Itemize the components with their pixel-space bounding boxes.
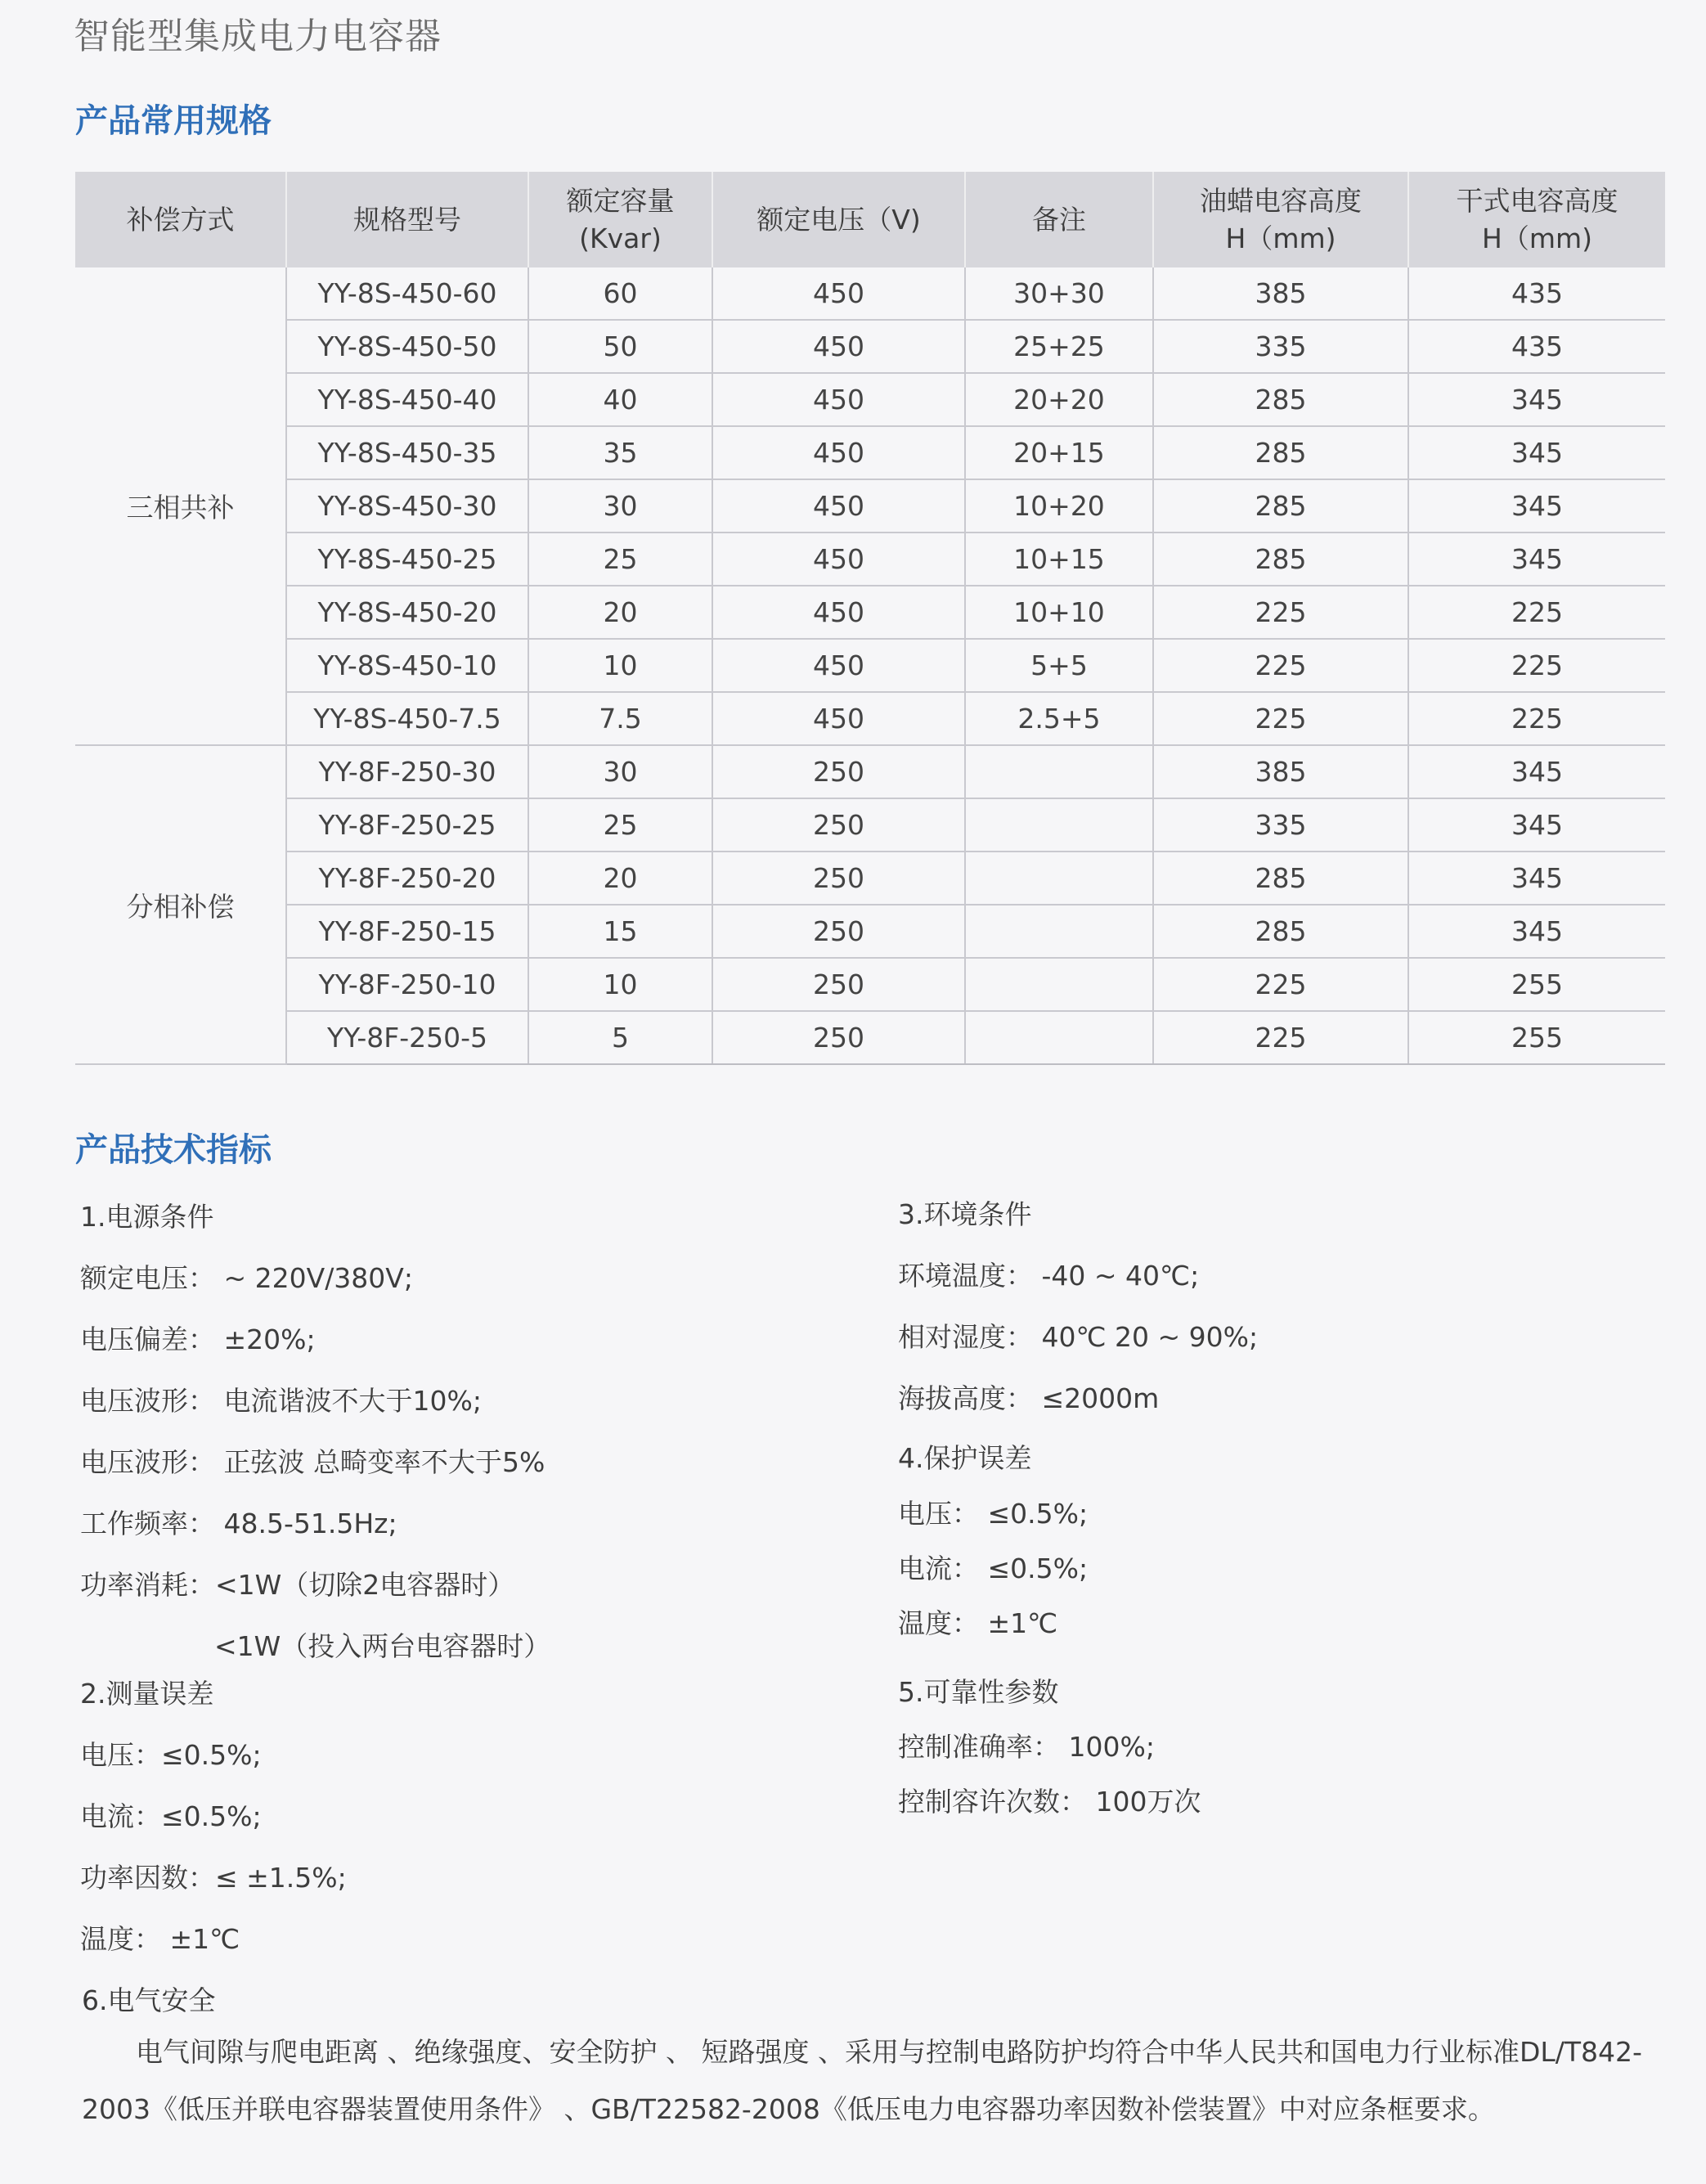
- table-cell: 20: [528, 852, 712, 905]
- table-cell: 5: [528, 1011, 712, 1064]
- spec-line: 电流： ≤0.5%;: [898, 1553, 1089, 1584]
- table-cell: YY-8S-450-10: [286, 639, 528, 692]
- table-cell: 10+10: [965, 586, 1153, 639]
- column-header: 规格型号: [286, 172, 528, 267]
- table-cell: 345: [1408, 852, 1665, 905]
- spec-table: [75, 172, 1665, 1065]
- table-cell: 40: [528, 373, 712, 426]
- table-cell: [965, 1011, 1153, 1064]
- table-row: [75, 958, 1665, 1011]
- spec-line: 额定电压： ~ 220V/380V;: [80, 1262, 413, 1294]
- table-cell: 250: [712, 958, 965, 1011]
- table-cell: 285: [1153, 426, 1408, 479]
- table-cell: 25: [528, 798, 712, 852]
- spec-line: <1W（投入两台电容器时）: [214, 1630, 551, 1662]
- table-row: [75, 533, 1665, 586]
- table-cell: YY-8F-250-15: [286, 905, 528, 958]
- spec-line: 功率因数：≤ ±1.5%;: [80, 1862, 347, 1894]
- table-cell: 10+15: [965, 533, 1153, 586]
- table-row: [75, 586, 1665, 639]
- table-cell: 285: [1153, 373, 1408, 426]
- spec-line: 4.保护误差: [898, 1442, 1032, 1474]
- table-cell: YY-8F-250-25: [286, 798, 528, 852]
- table-cell: 450: [712, 267, 965, 320]
- table-cell: YY-8S-450-30: [286, 479, 528, 533]
- table-cell: 25+25: [965, 320, 1153, 373]
- table-cell: 35: [528, 426, 712, 479]
- table-cell: 225: [1153, 1011, 1408, 1064]
- group-label-cell: 三相共补: [75, 267, 286, 745]
- table-header-row: [75, 172, 1665, 267]
- table-row: [75, 426, 1665, 479]
- group-label-cell: 分相补偿: [75, 745, 286, 1064]
- table-cell: 250: [712, 798, 965, 852]
- table-cell: 345: [1408, 533, 1665, 586]
- table-cell: [965, 958, 1153, 1011]
- table-cell: 20+15: [965, 426, 1153, 479]
- table-cell: 20+20: [965, 373, 1153, 426]
- table-cell: 25: [528, 533, 712, 586]
- table-cell: 435: [1408, 267, 1665, 320]
- safety-paragraph: 电气间隙与爬电距离 、绝缘强度、安全防护 、 短路强度 、采用与控制电路防护均符合中华人民共和国电力行业标准DL/T842-2003《低压并联电容器装置使用条件》 、GB/T22582-2008《低压电力电容器功率因数补偿装置》中对应条框要求。: [82, 2036, 1642, 2125]
- table-cell: 250: [712, 852, 965, 905]
- column-header: 油蜡电容高度 H（mm): [1153, 172, 1408, 267]
- spec-line: 电流：≤0.5%;: [80, 1800, 262, 1832]
- spec-line: 相对湿度： 40℃ 20 ~ 90%;: [898, 1321, 1259, 1353]
- spec-line: 控制准确率： 100%;: [898, 1731, 1155, 1763]
- table-cell: 345: [1408, 745, 1665, 798]
- tech-section-title: 产品技术指标: [75, 1131, 272, 1169]
- safety-heading: 6.电气安全: [82, 1984, 216, 2016]
- table-cell: [965, 798, 1153, 852]
- table-cell: YY-8S-450-40: [286, 373, 528, 426]
- table-cell: 50: [528, 320, 712, 373]
- table-cell: YY-8S-450-7.5: [286, 692, 528, 745]
- table-cell: 285: [1153, 852, 1408, 905]
- table-cell: 345: [1408, 373, 1665, 426]
- spec-line: 5.可靠性参数: [898, 1676, 1059, 1708]
- table-row: [75, 320, 1665, 373]
- spec-line: 3.环境条件: [898, 1198, 1032, 1230]
- table-cell: [965, 905, 1153, 958]
- table-cell: 20: [528, 586, 712, 639]
- table-cell: 345: [1408, 426, 1665, 479]
- table-row: [75, 1011, 1665, 1064]
- table-body: [75, 267, 1665, 1064]
- table-cell: 10+20: [965, 479, 1153, 533]
- table-row: [75, 373, 1665, 426]
- table-cell: 385: [1153, 267, 1408, 320]
- table-cell: 225: [1408, 692, 1665, 745]
- table-cell: YY-8F-250-30: [286, 745, 528, 798]
- table-cell: 7.5: [528, 692, 712, 745]
- table-cell: 30: [528, 479, 712, 533]
- spec-line: 温度： ±1℃: [898, 1607, 1058, 1639]
- spec-line: 控制容许次数： 100万次: [898, 1786, 1201, 1818]
- table-row: [75, 267, 1665, 320]
- table-cell: 255: [1408, 958, 1665, 1011]
- column-header: 干式电容高度 H（mm): [1408, 172, 1665, 267]
- column-header: 额定容量 (Kvar): [528, 172, 712, 267]
- table-cell: 435: [1408, 320, 1665, 373]
- table-cell: 450: [712, 426, 965, 479]
- table-cell: YY-8F-250-10: [286, 958, 528, 1011]
- table-cell: YY-8S-450-35: [286, 426, 528, 479]
- spec-line: 电压波形： 正弦波 总畸变率不大于5%: [80, 1446, 545, 1478]
- table-cell: [965, 852, 1153, 905]
- table-row: [75, 639, 1665, 692]
- table-cell: 285: [1153, 479, 1408, 533]
- table-cell: 225: [1153, 586, 1408, 639]
- table-cell: 60: [528, 267, 712, 320]
- table-cell: YY-8F-250-5: [286, 1011, 528, 1064]
- column-header: 备注: [965, 172, 1153, 267]
- table-cell: 225: [1153, 692, 1408, 745]
- spec-line: 环境温度： -40 ~ 40℃;: [898, 1260, 1200, 1292]
- table-cell: 250: [712, 1011, 965, 1064]
- table-cell: 10: [528, 958, 712, 1011]
- spec-line: 工作频率： 48.5-51.5Hz;: [80, 1508, 397, 1539]
- table-cell: 450: [712, 320, 965, 373]
- table-cell: YY-8S-450-20: [286, 586, 528, 639]
- table-row: [75, 852, 1665, 905]
- table-cell: 450: [712, 373, 965, 426]
- table-cell: 10: [528, 639, 712, 692]
- table-cell: 385: [1153, 745, 1408, 798]
- table-row: [75, 692, 1665, 745]
- table-cell: 225: [1153, 958, 1408, 1011]
- table-cell: 450: [712, 639, 965, 692]
- table-cell: YY-8S-450-50: [286, 320, 528, 373]
- column-header: 额定电压（V): [712, 172, 965, 267]
- table-cell: 30: [528, 745, 712, 798]
- table-cell: 345: [1408, 905, 1665, 958]
- table-row: [75, 745, 1665, 798]
- table-cell: YY-8F-250-20: [286, 852, 528, 905]
- spec-line: 电压：≤0.5%;: [80, 1739, 262, 1771]
- table-cell: 285: [1153, 533, 1408, 586]
- table-cell: 225: [1153, 639, 1408, 692]
- table-cell: 335: [1153, 320, 1408, 373]
- table-cell: 285: [1153, 905, 1408, 958]
- spec-line: 海拔高度： ≤2000m: [898, 1382, 1160, 1414]
- table-cell: 225: [1408, 639, 1665, 692]
- table-cell: 345: [1408, 798, 1665, 852]
- table-cell: 345: [1408, 479, 1665, 533]
- table-cell: 450: [712, 586, 965, 639]
- spec-line: 2.测量误差: [80, 1678, 214, 1710]
- table-cell: 250: [712, 745, 965, 798]
- table-cell: 5+5: [965, 639, 1153, 692]
- table-row: [75, 479, 1665, 533]
- table-cell: [965, 745, 1153, 798]
- table-cell: 255: [1408, 1011, 1665, 1064]
- column-header: 补偿方式: [75, 172, 286, 267]
- table-cell: 335: [1153, 798, 1408, 852]
- table-row: [75, 905, 1665, 958]
- spec-line: 电压波形： 电流谐波不大于10%;: [80, 1385, 482, 1417]
- table-cell: 225: [1408, 586, 1665, 639]
- table-cell: 15: [528, 905, 712, 958]
- table-cell: 450: [712, 692, 965, 745]
- table-cell: 30+30: [965, 267, 1153, 320]
- table-cell: 2.5+5: [965, 692, 1153, 745]
- spec-section-title: 产品常用规格: [75, 102, 272, 140]
- spec-line: 功率消耗：<1W（切除2电容器时）: [80, 1569, 515, 1601]
- table-cell: 450: [712, 479, 965, 533]
- spec-line: 1.电源条件: [80, 1201, 214, 1233]
- document-title: 智能型集成电力电容器: [74, 16, 442, 57]
- table-cell: 450: [712, 533, 965, 586]
- table-row: [75, 798, 1665, 852]
- spec-line: 温度： ±1℃: [80, 1923, 240, 1955]
- spec-line: 电压： ≤0.5%;: [898, 1498, 1089, 1530]
- table-cell: 250: [712, 905, 965, 958]
- spec-line: 电压偏差： ±20%;: [80, 1323, 316, 1355]
- table-cell: YY-8S-450-60: [286, 267, 528, 320]
- table-cell: YY-8S-450-25: [286, 533, 528, 586]
